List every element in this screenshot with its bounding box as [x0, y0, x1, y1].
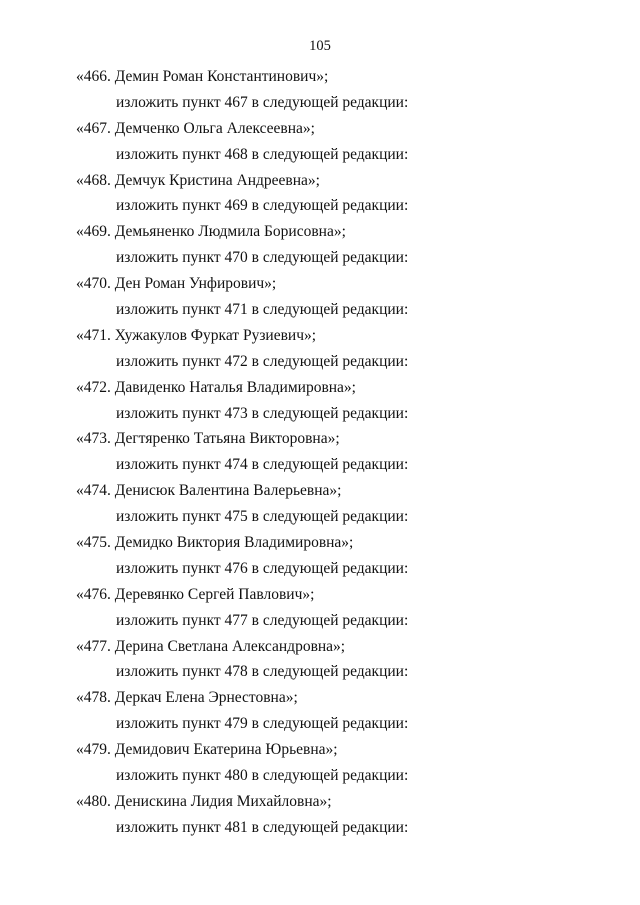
entry-name: «474. Денисюк Валентина Валерьевна»; — [76, 482, 342, 500]
entry-instruction: изложить пункт 470 в следующей редакции: — [116, 249, 409, 267]
entry-instruction: изложить пункт 469 в следующей редакции: — [116, 197, 409, 215]
entry-name: «479. Демидович Екатерина Юрьевна»; — [76, 741, 338, 759]
entry-name: «472. Давиденко Наталья Владимировна»; — [76, 378, 356, 396]
entry-instruction: изложить пункт 474 в следующей редакции: — [116, 456, 409, 474]
entry-name: «467. Демченко Ольга Алексеевна»; — [76, 119, 315, 137]
entry-instruction: изложить пункт 481 в следующей редакции: — [116, 818, 409, 836]
entry-name: «480. Денискина Лидия Михайловна»; — [76, 792, 332, 810]
entry-name: «469. Демьяненко Людмила Борисовна»; — [76, 223, 346, 241]
entry-name: «475. Демидко Виктория Владимировна»; — [76, 534, 354, 552]
entry-instruction: изложить пункт 475 в следующей редакции: — [116, 508, 409, 526]
entry-name: «473. Дегтяренко Татьяна Викторовна»; — [76, 430, 340, 448]
entry-name: «476. Деревянко Сергей Павлович»; — [76, 585, 315, 603]
entry-name: «471. Хужакулов Фуркат Рузиевич»; — [76, 326, 317, 344]
page-number: 105 — [309, 38, 331, 54]
amendment-list — [0, 68, 640, 845]
entry-instruction: изложить пункт 480 в следующей редакции: — [116, 767, 409, 785]
entry-instruction: изложить пункт 467 в следующей редакции: — [116, 93, 409, 111]
entry-instruction: изложить пункт 477 в следующей редакции: — [116, 611, 409, 629]
entry-instruction: изложить пункт 472 в следующей редакции: — [116, 352, 409, 370]
entry-name: «466. Демин Роман Константинович»; — [76, 68, 329, 85]
entry-instruction: изложить пункт 471 в следующей редакции: — [116, 301, 409, 319]
entry-name: «478. Деркач Елена Эрнестовна»; — [76, 689, 298, 707]
entry-instruction: изложить пункт 476 в следующей редакции: — [116, 559, 409, 577]
entry-instruction: изложить пункт 478 в следующей редакции: — [116, 663, 409, 681]
entry-name: «468. Демчук Кристина Андреевна»; — [76, 171, 320, 189]
entry-name: «470. Ден Роман Унфирович»; — [76, 275, 277, 293]
entry-name: «477. Дерина Светлана Александровна»; — [76, 637, 346, 655]
entry-instruction: изложить пункт 473 в следующей редакции: — [116, 404, 409, 422]
entry-instruction: изложить пункт 468 в следующей редакции: — [116, 145, 409, 163]
entry-instruction: изложить пункт 479 в следующей редакции: — [116, 715, 409, 733]
